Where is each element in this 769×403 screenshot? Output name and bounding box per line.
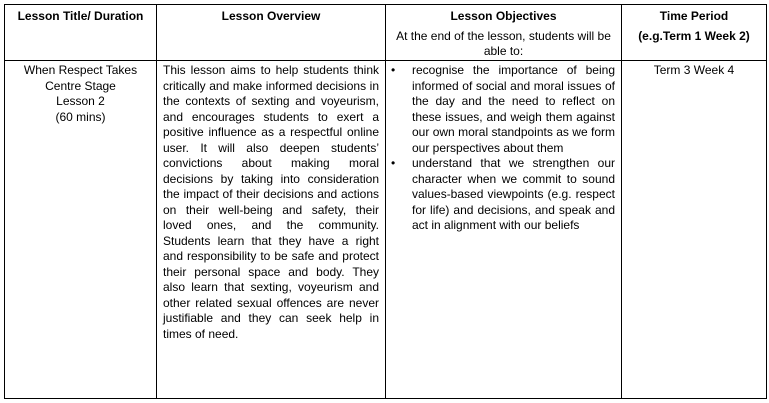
- lesson-title-cell: [5, 61, 157, 399]
- table-header-row: [5, 5, 767, 61]
- header-time-period-example: (e.g.Term 1 Week 2): [638, 28, 750, 43]
- lesson-plan-table: [4, 4, 767, 399]
- list-item: [386, 63, 615, 156]
- table-row: [5, 61, 767, 399]
- lesson-title-line2: Centre Stage: [45, 78, 116, 93]
- lesson-title-line1: When Respect Takes: [23, 63, 138, 77]
- header-title-duration-label: Lesson Title/ Duration: [17, 9, 144, 23]
- header-objectives-label: Lesson Objectives: [450, 9, 557, 23]
- time-period-cell: [622, 61, 767, 399]
- header-time-period-label: Time Period: [659, 9, 729, 23]
- lesson-number: Lesson 2: [56, 94, 105, 108]
- lesson-duration: (60 mins): [55, 109, 106, 124]
- lesson-overview-cell: [157, 61, 386, 399]
- header-objectives-subtitle: At the end of the lesson, students will be able to:: [396, 28, 611, 58]
- objective-text: recognise the importance of being informed of social and moral issues of the day and the need to reflect on these issues, and weigh them against our own moral standpoints as we form our perspectives about them: [412, 63, 615, 155]
- bullet-icon: •: [391, 156, 396, 170]
- header-title-duration: [5, 5, 157, 61]
- header-time-period: [622, 5, 767, 61]
- header-overview: [157, 5, 386, 61]
- header-overview-label: Lesson Overview: [221, 9, 321, 23]
- header-objectives: [386, 5, 622, 61]
- objective-text: understand that we strengthen our character when we commit to sound values-based viewpoints (e.g. respect for life) and decisions, and speak and act in alignment with our beliefs: [412, 156, 615, 232]
- bullet-icon: •: [391, 63, 396, 77]
- time-period-value: Term 3 Week 4: [653, 63, 735, 77]
- lesson-objectives-cell: [386, 61, 622, 399]
- list-item: [386, 156, 615, 234]
- objectives-list: [386, 63, 615, 234]
- lesson-overview-text: This lesson aims to help students think critically and make informed decisions in the contexts of sexting and voyeurism, and encourages students to exert a positive influence as a respectful online user. It will also deepen students’ convictions about making moral decisions by taking into consideration the impact of their decisions and actions on their well-being and safety, their loved ones, and the community. Students learn that they have a right and responsibility to be safe and protect their personal space and body. They also learn that sexting, voyeurism and other related sexual offences are never justifiable and they can seek help in times of need.: [163, 63, 379, 341]
